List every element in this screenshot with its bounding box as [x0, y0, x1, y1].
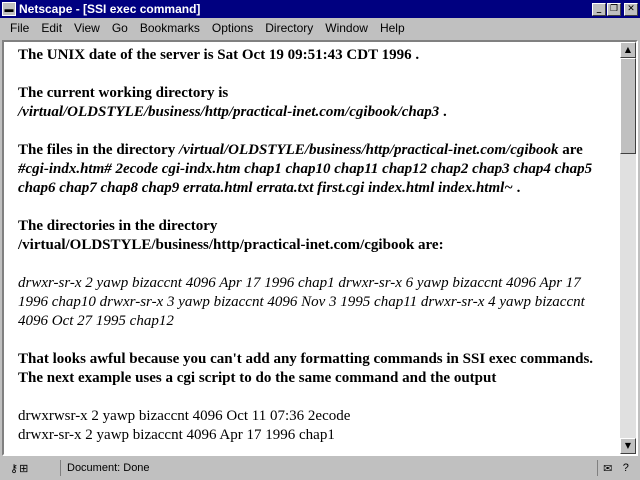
files-label: The files in the directory [18, 142, 179, 158]
menu-file[interactable]: File [10, 21, 30, 35]
files-paragraph [18, 141, 614, 198]
plain-listing-line: drwxr-sr-x 2 yawp bizaccnt 4096 Apr 17 1996 chap1 [18, 427, 335, 443]
window-title: Netscape - [SSI exec command] [19, 2, 201, 16]
cwd-suffix: . [439, 104, 447, 120]
menu-bar [0, 18, 640, 38]
close-button[interactable]: ✕ [624, 3, 638, 16]
dirs-paragraph [18, 217, 614, 255]
cwd-path: /virtual/OLDSTYLE/business/http/practical-inet.com/cgibook/chap3 [18, 104, 440, 120]
plain-listing-line: drwxrwsr-x 2 yawp bizaccnt 4096 Oct 11 07:36 2ecode [18, 408, 351, 424]
menu-view[interactable]: View [74, 21, 100, 35]
menu-edit[interactable]: Edit [41, 21, 63, 35]
files-list: #cgi-indx.htm# 2ecode cgi-indx.htm chap1 chap10 chap11 chap12 chap2 chap3 chap4 chap5 chap6 chap7 chap8 chap9 errata.html errata.txt first.cgi index.html index.html~ [18, 161, 593, 196]
formatting-note: That looks awful because you can't add any formatting commands in SSI exec commands. The next example uses a cgi script to do the same command and the output [18, 351, 594, 386]
cwd-label: The current working directory is [18, 85, 229, 101]
dirs-path: /virtual/OLDSTYLE/business/http/practical-inet.com/cgibook are: [18, 237, 444, 253]
document-content [4, 42, 620, 454]
question-icon[interactable]: ? [622, 462, 629, 474]
server-date: The UNIX date of the server is Sat Oct 19 09:51:43 CDT 1996 . [18, 47, 420, 63]
menu-help[interactable]: Help [379, 21, 405, 35]
menu-go[interactable]: Go [111, 21, 128, 35]
minimize-button[interactable]: _ [592, 3, 606, 16]
files-are: are [562, 142, 583, 158]
status-text: Document: Done [60, 460, 597, 476]
vertical-scrollbar[interactable] [620, 42, 636, 454]
scroll-thumb[interactable] [620, 58, 636, 154]
key-icon[interactable]: ⚷ ⊞ [10, 462, 29, 475]
menu-options[interactable]: Options [211, 21, 254, 35]
system-menu-icon[interactable]: ▬ [2, 2, 16, 16]
dirs-label: The directories in the directory [18, 218, 218, 234]
restore-button[interactable]: ❐ [607, 3, 621, 16]
directory-listing: drwxr-sr-x 2 yawp bizaccnt 4096 Apr 17 1996 chap1 drwxr-sr-x 6 yawp bizaccnt 4096 Apr 17 1996 chap10 drwxr-sr-x 3 yawp bizaccnt 4096 Nov 3 1995 chap11 drwxr-sr-x 4 yawp bizaccnt 4096 Oct 27 1995 chap12 [18, 275, 585, 329]
menu-directory[interactable]: Directory [265, 21, 314, 35]
menu-window[interactable]: Window [325, 21, 368, 35]
title-bar[interactable] [0, 0, 640, 18]
status-bar [0, 456, 640, 480]
menu-bookmarks[interactable]: Bookmarks [139, 21, 200, 35]
document-viewport [2, 40, 638, 456]
cwd-paragraph [18, 84, 614, 122]
scroll-up-icon[interactable]: ▲ [620, 42, 636, 58]
scroll-down-icon[interactable]: ▼ [620, 438, 636, 454]
files-path: /virtual/OLDSTYLE/business/http/practical-inet.com/cgibook [178, 142, 559, 158]
mail-icon[interactable]: ✉ [603, 462, 613, 475]
files-suffix: . [512, 180, 521, 196]
